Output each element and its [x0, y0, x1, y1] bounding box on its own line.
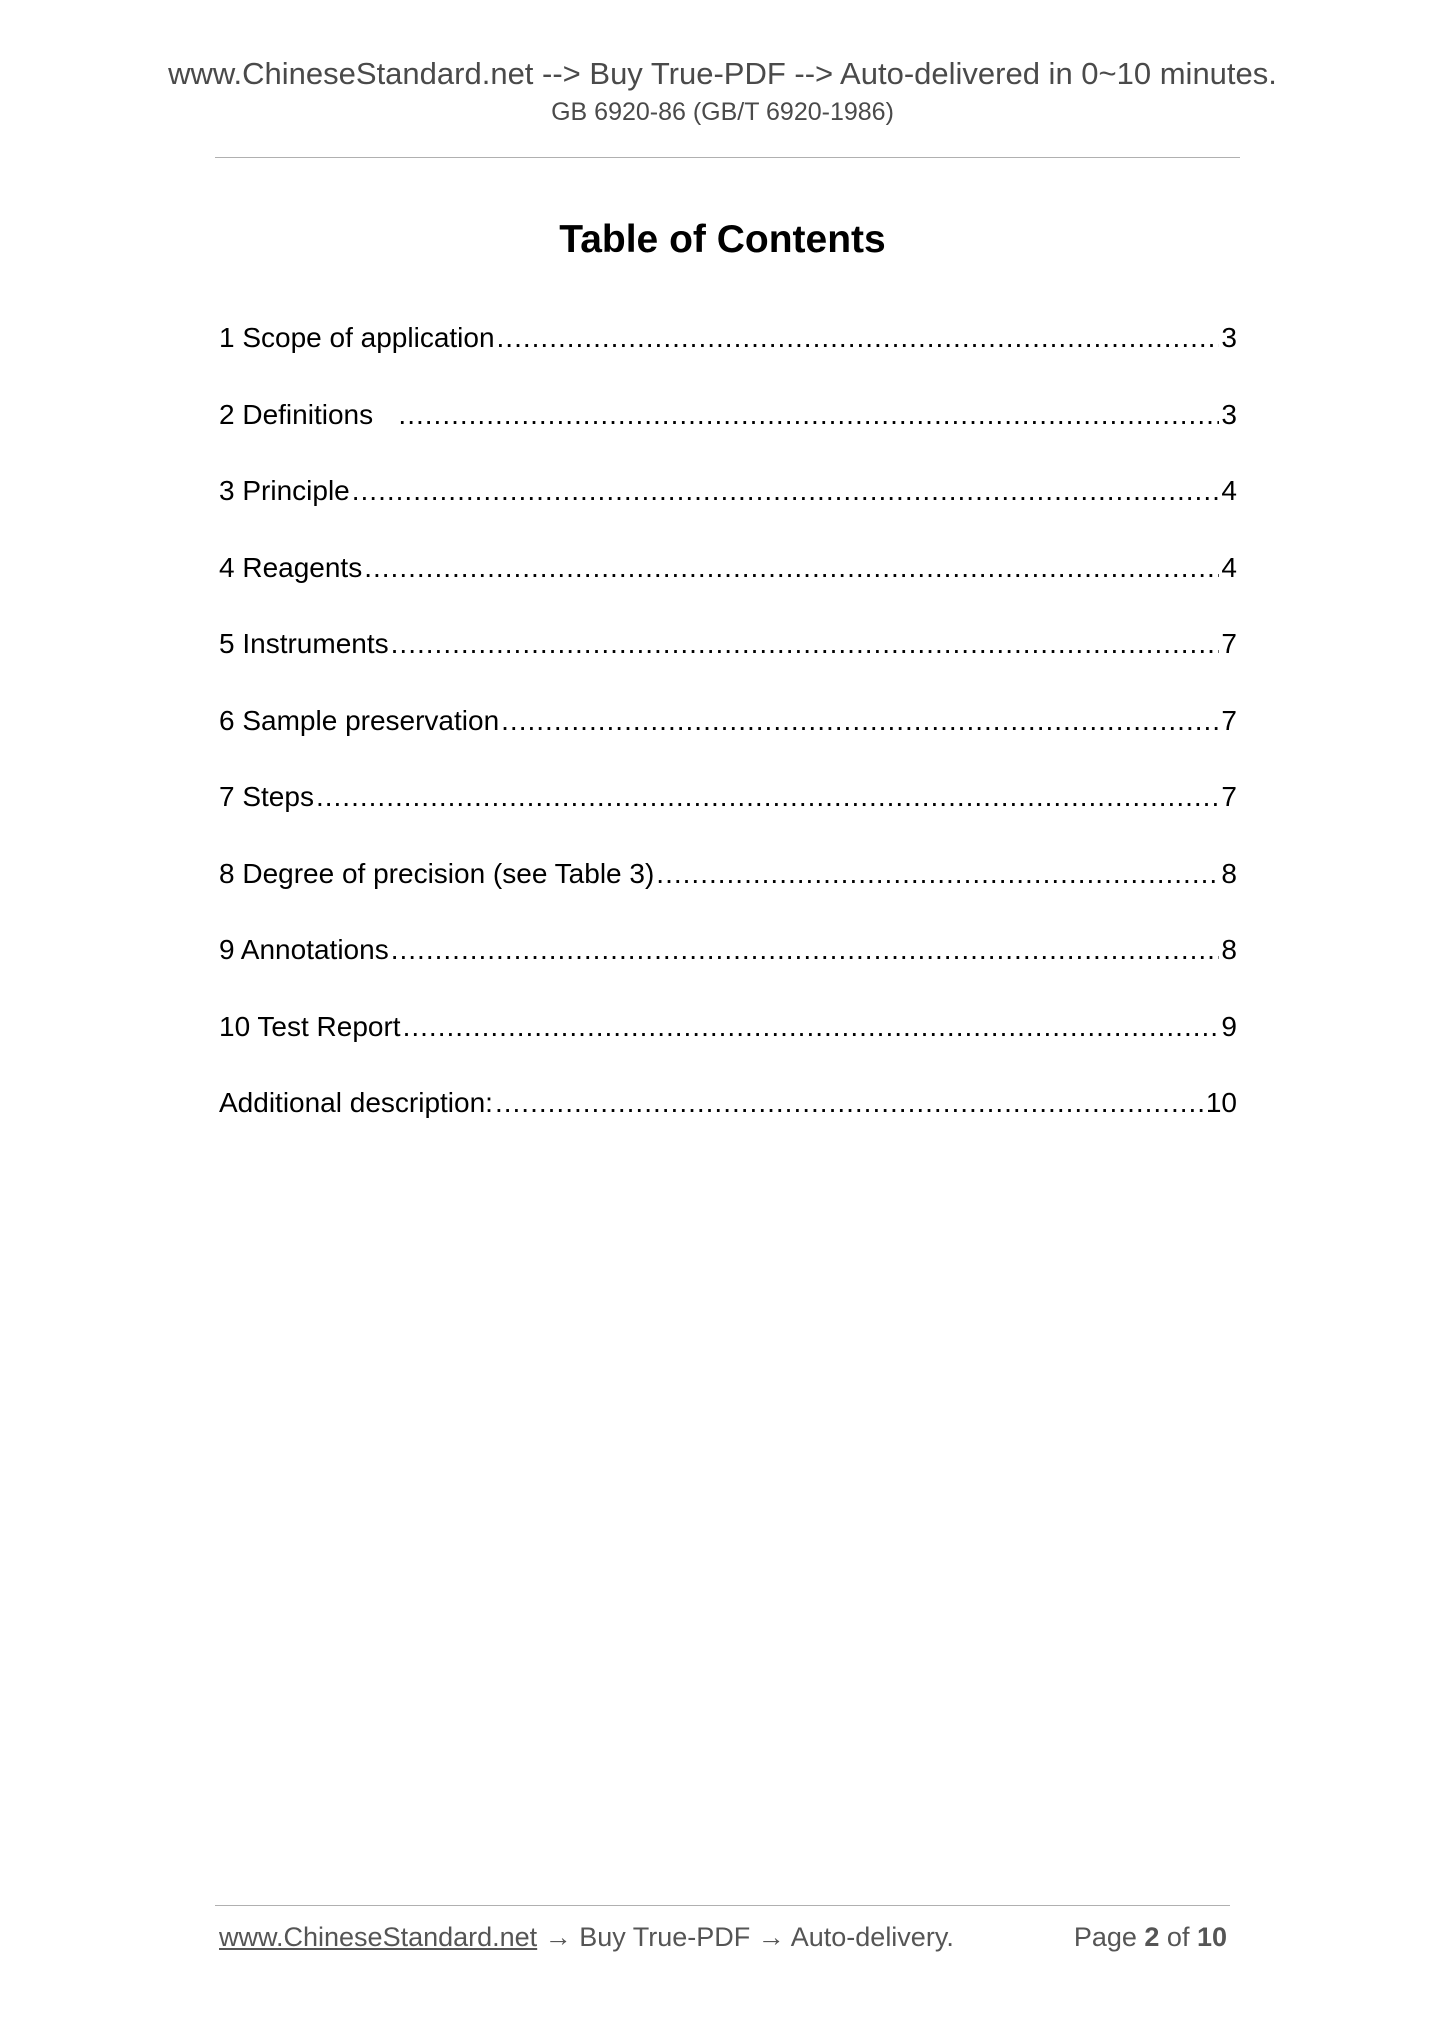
- toc-leader-dots: [352, 471, 1220, 511]
- toc-entry[interactable]: [219, 624, 1237, 701]
- toc-leader-dots: [391, 624, 1220, 664]
- toc-entry-page: 3: [1221, 398, 1237, 430]
- toc-entry[interactable]: [219, 471, 1237, 548]
- page-of: of: [1159, 1922, 1197, 1952]
- toc-entry-label: 4 Reagents: [219, 551, 363, 583]
- footer-left: [219, 1919, 954, 1955]
- toc-entry-page: 9: [1221, 1010, 1237, 1042]
- toc-entry-label: 7 Steps: [219, 781, 314, 812]
- footer-divider: [215, 1905, 1230, 1906]
- current-page-number: 2: [1144, 1922, 1160, 1952]
- toc-entry[interactable]: [219, 395, 1237, 472]
- toc-entry-page: 7: [1221, 628, 1237, 659]
- toc-leader-dots: [497, 318, 1220, 358]
- toc-leader-dots: [656, 854, 1219, 894]
- footer-tagline: → Buy True-PDF → Auto-delivery.: [537, 1922, 954, 1952]
- toc-entry[interactable]: [219, 1083, 1237, 1160]
- toc-entry[interactable]: [219, 930, 1237, 1007]
- toc-entry-label: 9 Annotations: [219, 934, 389, 965]
- toc-entry[interactable]: [219, 548, 1237, 625]
- toc-entry-page: 7: [1221, 704, 1237, 736]
- toc-entry-label: 10 Test Report: [219, 1010, 401, 1042]
- toc-entry-page: 10: [1205, 1087, 1237, 1118]
- toc-entry[interactable]: [219, 777, 1237, 854]
- toc-entry-label: 3 Principle: [219, 475, 350, 506]
- table-of-contents: [219, 318, 1237, 1160]
- header-divider: [215, 157, 1240, 158]
- page-footer: [219, 1919, 1227, 1955]
- page-prefix: Page: [1073, 1922, 1145, 1952]
- toc-entry[interactable]: [219, 701, 1237, 778]
- toc-entry-label: 2 Definitions: [219, 398, 397, 430]
- toc-entry-label: 8 Degree of precision (see Table 3): [219, 857, 655, 889]
- header-banner: www.ChineseStandard.net --> Buy True-PDF --> Auto-delivered in 0~10 minutes.: [168, 56, 1277, 91]
- toc-entry-label: Additional description:: [219, 1087, 493, 1118]
- toc-leader-dots: [364, 548, 1219, 588]
- toc-entry-label: 6 Sample preservation: [219, 704, 500, 736]
- toc-entry-label: 1 Scope of application: [219, 322, 495, 353]
- footer-site-link[interactable]: www.ChineseStandard.net: [219, 1922, 538, 1952]
- header-standard-id: GB 6920-86 (GB/T 6920-1986): [551, 98, 894, 126]
- toc-leader-dots: [495, 1083, 1204, 1123]
- toc-entry-label: 5 Instruments: [219, 628, 389, 659]
- toc-entry-page: 7: [1221, 781, 1237, 812]
- toc-entry-page: 3: [1221, 322, 1237, 353]
- toc-entry-page: 8: [1221, 857, 1237, 889]
- toc-leader-dots: [403, 1007, 1220, 1047]
- toc-leader-dots: [391, 930, 1220, 970]
- page-header: [0, 54, 1445, 128]
- toc-leader-dots: [398, 395, 1219, 435]
- page-title: Table of Contents: [559, 218, 886, 261]
- total-pages-number: 10: [1196, 1922, 1227, 1952]
- toc-entry-page: 4: [1221, 475, 1237, 506]
- page-indicator: [1074, 1919, 1227, 1955]
- toc-entry[interactable]: [219, 318, 1237, 395]
- toc-entry-page: 8: [1221, 934, 1237, 965]
- toc-entry[interactable]: [219, 854, 1237, 931]
- toc-leader-dots: [501, 701, 1219, 741]
- toc-leader-dots: [316, 777, 1219, 817]
- toc-entry-page: 4: [1221, 551, 1237, 583]
- toc-entry[interactable]: [219, 1007, 1237, 1084]
